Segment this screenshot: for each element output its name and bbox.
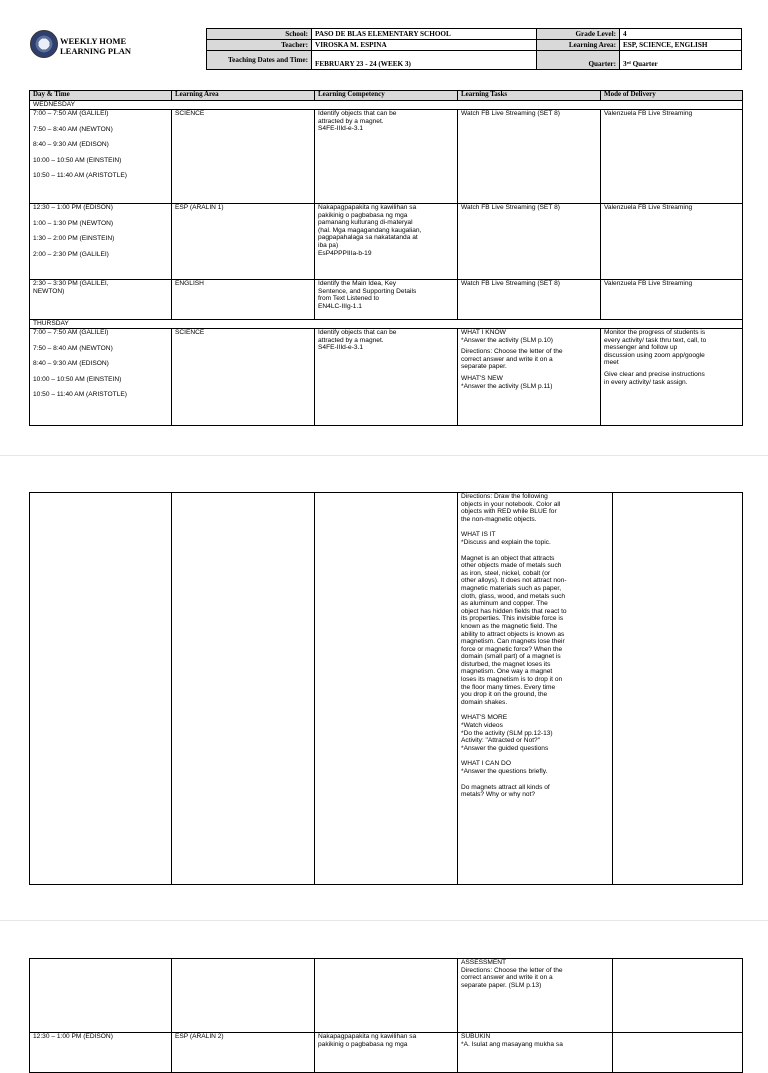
competency-cell: Identify the Main Idea, Key Sentence, and Supporting Details from Text Listened to EN4LC-IIIg-1.1 [315, 280, 458, 320]
task-cell: Watch FB Live Streaming (SET 8) [458, 110, 601, 204]
dates-value: FEBRUARY 23 - 24 (WEEK 3) [312, 51, 537, 70]
mode-cell: Valenzuela FB Live Streaming [601, 204, 743, 280]
quarter-label: Quarter: [537, 51, 620, 70]
competency-cell: Nakapagpapakita ng kawilihan sa pakikinig o pagbabasa ng mga pamanang kulturang di-materyal (hal. Mga magagandang kaugalian, pagpapahalaga sa nakatatanda at iba pa) EsP4PPPIIIa-b-19 [315, 204, 458, 280]
area-cell: ESP (ARALIN 2) [172, 1033, 315, 1073]
competency-cell: Identify objects that can be attracted by a magnet. S4FE-IIId-e-3.1 [315, 110, 458, 204]
day-row-thursday [30, 320, 743, 329]
col-mode: Mode of Delivery [601, 91, 743, 101]
task-cell: ASSESSMENT Directions: Choose the letter of the correct answer and write it on a separate paper. (SLM p.13) [458, 959, 613, 1033]
mode-cell: Monitor the progress of students is every activity/ task thru text, call, to messenger and follow up discussion using zoom app/google meet Give clear and precise instructions in every activity/ task assign. [601, 329, 743, 426]
col-learning-area: Learning Area [172, 91, 315, 101]
mode-cell [613, 959, 743, 1033]
task-cell: SUBUKIN *A. Isulat ang masayang mukha sa [458, 1033, 613, 1073]
area-cell [172, 493, 315, 885]
weekly-plan-table-page2 [29, 492, 743, 885]
task-cell: Directions: Draw the following objects in your notebook. Color all objects with RED while BLUE for the non-magnetic objects. WHAT IS IT *Discuss and explain the topic. Magnet is an object that attracts other objects made of metals such as iron, steel, nickel, cobalt (or other alloys). It does not attract non- magnetic materials such as paper, cloth, glass, wood, and metals such as aluminum and copper. The object has hidden fields that react to its properties. This invisible force is known as the magnetic field. The ability to attract objects is known as magnetism. Can magnets lose their force or magnetic force? When the domain (small part) of a magnet is disturbed, the magnet loses its magnetism. One way a magnet loses its magnetism is to drop it on the floor many times. Every time you drop it on the ground, the domain shakes. WHAT'S MORE *Watch videos *Do the activity (SLM pp.12-13) Activity: "Attracted or Not?" *Answer the guided questions WHAT I CAN DO *Answer the questions briefly. Do magnets attract all kinds of metals? Why or why not? [458, 493, 613, 885]
area-cell: SCIENCE [172, 329, 315, 426]
time-cell [30, 959, 172, 1033]
area-label: Learning Area: [537, 40, 620, 51]
area-cell [172, 959, 315, 1033]
header-info-table [206, 28, 742, 70]
table-row [30, 110, 743, 204]
day-label: WEDNESDAY [30, 101, 743, 110]
weekly-plan-table-page3 [29, 958, 743, 1073]
area-cell: SCIENCE [172, 110, 315, 204]
day-label: THURSDAY [30, 320, 743, 329]
competency-cell: Identify objects that can be attracted by a magnet. S4FE-IIId-e-3.1 [315, 329, 458, 426]
area-value: ESP, SCIENCE, ENGLISH [620, 40, 742, 51]
school-label: School: [207, 29, 312, 40]
school-value: PASO DE BLAS ELEMENTARY SCHOOL [312, 29, 537, 40]
table-header-row [30, 91, 743, 101]
mode-cell: Valenzuela FB Live Streaming [601, 280, 743, 320]
table-row [30, 204, 743, 280]
time-cell: 2:30 – 3:30 PM (GALILEI, NEWTON) [30, 280, 172, 320]
col-tasks: Learning Tasks [458, 91, 601, 101]
area-cell: ESP (ARALIN 1) [172, 204, 315, 280]
time-cell [30, 493, 172, 885]
mode-cell [613, 1033, 743, 1073]
deped-seal-logo [30, 30, 58, 58]
mode-cell [613, 493, 743, 885]
grade-label: Grade Level: [537, 29, 620, 40]
weekly-plan-table-page1 [29, 90, 743, 426]
task-cell: Watch FB Live Streaming (SET 8) [458, 280, 601, 320]
dates-label: Teaching Dates and Time: [207, 51, 312, 70]
table-row [30, 1033, 743, 1073]
time-cell: 12:30 – 1:00 PM (EDISON) 1:00 – 1:30 PM (NEWTON) 1:30 – 2:00 PM (EINSTEIN) 2:00 – 2:30 PM (GALILEI) [30, 204, 172, 280]
table-row [30, 329, 743, 426]
time-cell: 7:00 – 7:50 AM (GALILEI) 7:50 – 8:40 AM (NEWTON) 8:40 – 9:30 AM (EDISON) 10:00 – 10:50 AM (EINSTEIN) 10:50 – 11:40 AM (ARISTOTLE) [30, 110, 172, 204]
teacher-label: Teacher: [207, 40, 312, 51]
time-cell: 7:00 – 7:50 AM (GALILEI) 7:50 – 8:40 AM (NEWTON) 8:40 – 9:30 AM (EDISON) 10:00 – 10:50 AM (EINSTEIN) 10:50 – 11:40 AM (ARISTOTLE) [30, 329, 172, 426]
table-row [30, 959, 743, 1033]
competency-cell [315, 493, 458, 885]
competency-cell [315, 959, 458, 1033]
page-break [0, 920, 768, 921]
mode-cell: Valenzuela FB Live Streaming [601, 110, 743, 204]
table-row [30, 493, 743, 885]
plan-title: WEEKLY HOME LEARNING PLAN [60, 36, 132, 56]
competency-cell: Nakapagpapakita ng kawilihan sa pakikinig o pagbabasa ng mga [315, 1033, 458, 1073]
table-row [30, 280, 743, 320]
page-break [0, 455, 768, 456]
area-cell: ENGLISH [172, 280, 315, 320]
grade-value: 4 [620, 29, 742, 40]
time-cell: 12:30 – 1:00 PM (EDISON) [30, 1033, 172, 1073]
col-day-time: Day & Time [30, 91, 172, 101]
teacher-value: VIROSKA M. ESPINA [312, 40, 537, 51]
task-cell: Watch FB Live Streaming (SET 8) [458, 204, 601, 280]
quarter-value: 3ʳᵈ Quarter [620, 51, 742, 70]
day-row-wednesday [30, 101, 743, 110]
col-competency: Learning Competency [315, 91, 458, 101]
task-cell: WHAT I KNOW *Answer the activity (SLM p.10) Directions: Choose the letter of the correct answer and write it on a separate paper. WHAT'S NEW *Answer the activity (SLM p.11) [458, 329, 601, 426]
